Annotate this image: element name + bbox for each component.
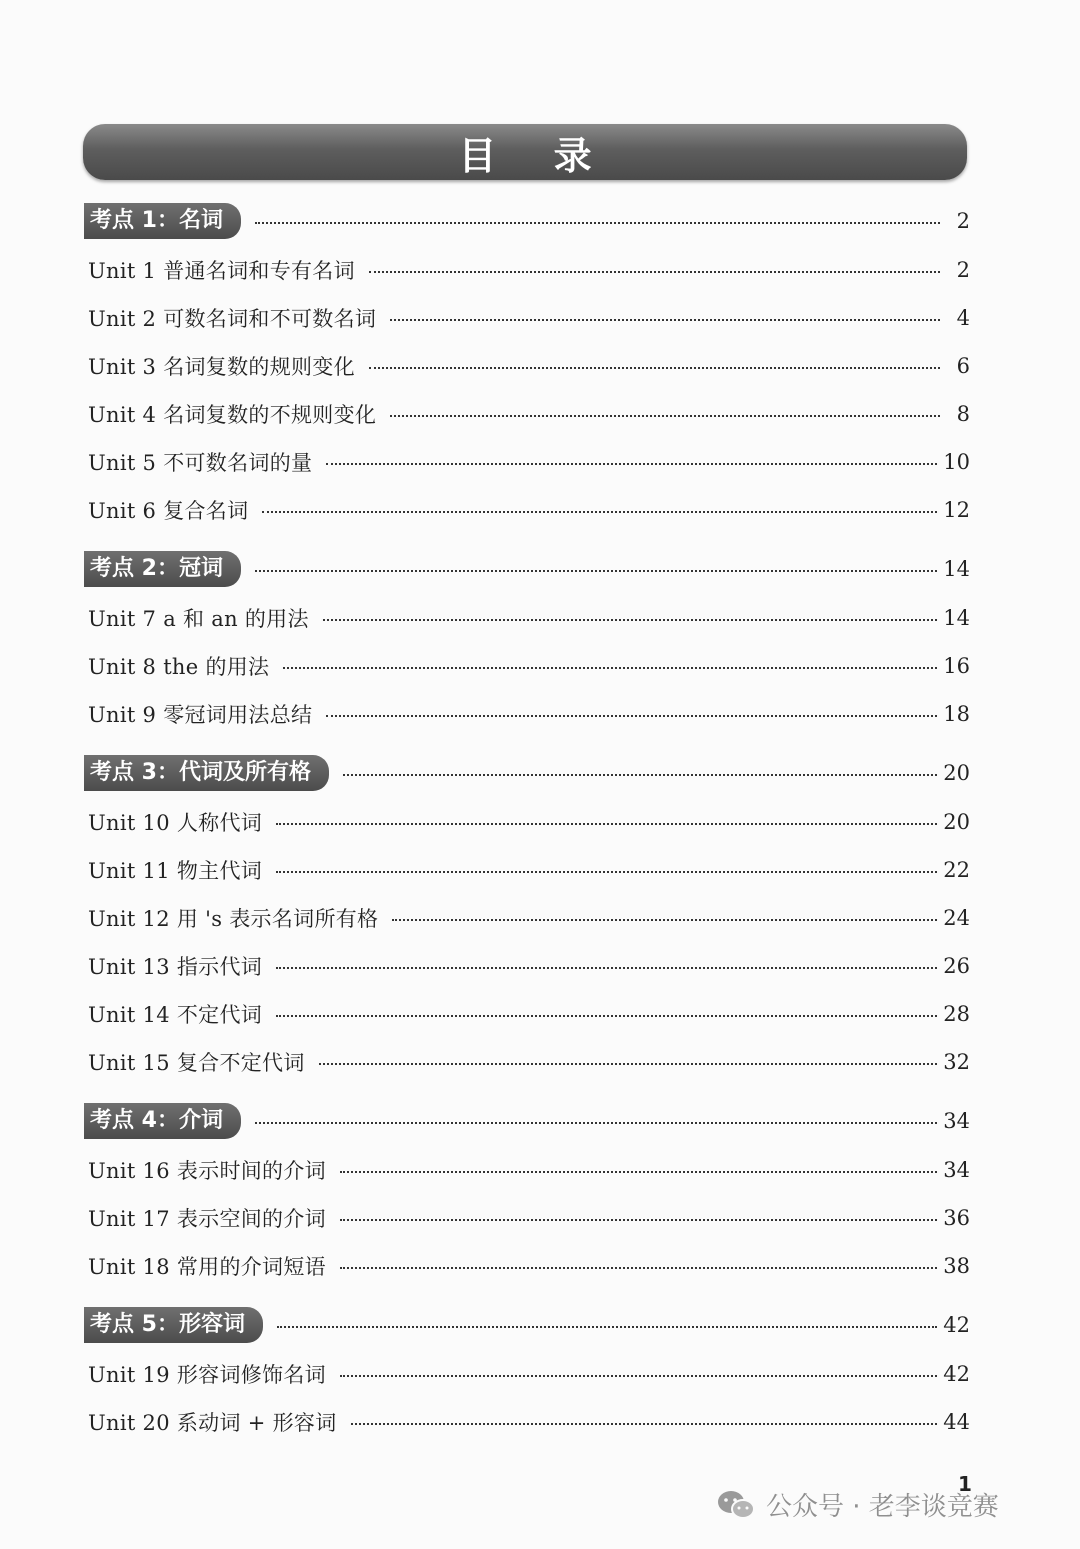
toc-unit-row[interactable] bbox=[84, 486, 970, 534]
unit-page: 10 bbox=[943, 450, 970, 474]
dot-leader bbox=[255, 222, 940, 224]
unit-page: 32 bbox=[943, 1050, 970, 1074]
toc-title: 目 录 bbox=[458, 133, 614, 178]
dot-leader bbox=[283, 667, 937, 669]
unit-label: Unit 9 零冠词用法总结 bbox=[88, 703, 313, 727]
unit-page: 22 bbox=[943, 858, 970, 882]
watermark-text: 公众号 · 老李谈竞赛 bbox=[766, 1492, 999, 1522]
unit-page: 4 bbox=[956, 306, 970, 330]
toc-unit-row[interactable] bbox=[84, 1398, 970, 1446]
unit-label: Unit 17 表示空间的介词 bbox=[88, 1207, 326, 1231]
toc-unit-row[interactable] bbox=[84, 390, 970, 438]
toc-section-row[interactable] bbox=[84, 748, 970, 798]
unit-label: Unit 2 可数名词和不可数名词 bbox=[88, 307, 377, 331]
dot-leader bbox=[390, 319, 940, 321]
unit-page: 34 bbox=[943, 1158, 970, 1182]
dot-leader bbox=[369, 271, 940, 273]
toc-section-row[interactable] bbox=[84, 544, 970, 594]
unit-page: 20 bbox=[943, 810, 970, 834]
dot-leader bbox=[369, 367, 940, 369]
toc-unit-row[interactable] bbox=[84, 1038, 970, 1086]
dot-leader bbox=[390, 415, 940, 417]
dot-leader bbox=[340, 1267, 937, 1269]
toc-unit-row[interactable] bbox=[84, 642, 970, 690]
dot-leader bbox=[276, 967, 937, 969]
section-page: 14 bbox=[943, 557, 970, 581]
unit-label: Unit 8 the 的用法 bbox=[88, 655, 270, 679]
section-page: 42 bbox=[943, 1313, 970, 1337]
unit-page: 2 bbox=[956, 258, 970, 282]
toc-unit-row[interactable] bbox=[84, 1350, 970, 1398]
dot-leader bbox=[326, 715, 937, 717]
wechat-icon bbox=[716, 1489, 756, 1521]
toc-unit-row[interactable] bbox=[84, 1194, 970, 1242]
unit-page: 26 bbox=[943, 954, 970, 978]
dot-leader bbox=[255, 570, 937, 572]
section-label: 考点 3：代词及所有格 bbox=[84, 755, 329, 791]
unit-label: Unit 19 形容词修饰名词 bbox=[88, 1363, 326, 1387]
toc-unit-row[interactable] bbox=[84, 246, 970, 294]
dot-leader bbox=[276, 871, 937, 873]
unit-page: 42 bbox=[943, 1362, 970, 1386]
toc-unit-row[interactable] bbox=[84, 342, 970, 390]
dot-leader bbox=[262, 511, 937, 513]
unit-page: 36 bbox=[943, 1206, 970, 1230]
dot-leader bbox=[323, 619, 937, 621]
unit-page: 24 bbox=[943, 906, 970, 930]
unit-page: 28 bbox=[943, 1002, 970, 1026]
toc-title-bar bbox=[83, 124, 967, 180]
toc-unit-row[interactable] bbox=[84, 594, 970, 642]
toc-unit-row[interactable] bbox=[84, 1146, 970, 1194]
toc-section-row[interactable] bbox=[84, 1300, 970, 1350]
unit-page: 6 bbox=[956, 354, 970, 378]
unit-label: Unit 11 物主代词 bbox=[88, 859, 263, 883]
dot-leader bbox=[392, 919, 937, 921]
unit-label: Unit 15 复合不定代词 bbox=[88, 1051, 305, 1075]
table-of-contents bbox=[84, 196, 970, 1446]
toc-unit-row[interactable] bbox=[84, 990, 970, 1038]
page-number: 1 bbox=[958, 1472, 972, 1496]
unit-label: Unit 5 不可数名词的量 bbox=[88, 451, 313, 475]
unit-label: Unit 7 a 和 an 的用法 bbox=[88, 607, 309, 631]
unit-page: 38 bbox=[943, 1254, 970, 1278]
unit-label: Unit 16 表示时间的介词 bbox=[88, 1159, 326, 1183]
toc-unit-row[interactable] bbox=[84, 798, 970, 846]
dot-leader bbox=[319, 1063, 938, 1065]
toc-unit-row[interactable] bbox=[84, 894, 970, 942]
unit-label: Unit 1 普通名词和专有名词 bbox=[88, 259, 355, 283]
section-page: 34 bbox=[943, 1109, 970, 1133]
dot-leader bbox=[276, 1015, 937, 1017]
toc-unit-row[interactable] bbox=[84, 942, 970, 990]
unit-label: Unit 6 复合名词 bbox=[88, 499, 249, 523]
dot-leader bbox=[276, 823, 937, 825]
dot-leader bbox=[351, 1423, 938, 1425]
unit-label: Unit 20 系动词 + 形容词 bbox=[88, 1411, 337, 1435]
unit-page: 12 bbox=[943, 498, 970, 522]
dot-leader bbox=[340, 1375, 937, 1377]
section-label: 考点 4：介词 bbox=[84, 1103, 241, 1139]
toc-unit-row[interactable] bbox=[84, 1242, 970, 1290]
unit-label: Unit 13 指示代词 bbox=[88, 955, 263, 979]
dot-leader bbox=[277, 1326, 937, 1328]
section-page: 20 bbox=[943, 761, 970, 785]
unit-label: Unit 10 人称代词 bbox=[88, 811, 263, 835]
section-label: 考点 1：名词 bbox=[84, 203, 241, 239]
unit-page: 16 bbox=[943, 654, 970, 678]
unit-label: Unit 12 用 's 表示名词所有格 bbox=[88, 907, 379, 931]
section-page: 2 bbox=[956, 209, 970, 233]
dot-leader bbox=[340, 1171, 937, 1173]
unit-label: Unit 14 不定代词 bbox=[88, 1003, 263, 1027]
toc-unit-row[interactable] bbox=[84, 690, 970, 738]
watermark bbox=[716, 1486, 999, 1523]
dot-leader bbox=[340, 1219, 937, 1221]
unit-label: Unit 3 名词复数的规则变化 bbox=[88, 355, 355, 379]
toc-unit-row[interactable] bbox=[84, 294, 970, 342]
dot-leader bbox=[255, 1122, 937, 1124]
unit-page: 14 bbox=[943, 606, 970, 630]
toc-unit-row[interactable] bbox=[84, 438, 970, 486]
section-label: 考点 5：形容词 bbox=[84, 1307, 263, 1343]
toc-unit-row[interactable] bbox=[84, 846, 970, 894]
unit-page: 8 bbox=[956, 402, 970, 426]
toc-section-row[interactable] bbox=[84, 1096, 970, 1146]
dot-leader bbox=[343, 774, 937, 776]
section-label: 考点 2：冠词 bbox=[84, 551, 241, 587]
dot-leader bbox=[326, 463, 937, 465]
unit-page: 44 bbox=[943, 1410, 970, 1434]
toc-section-row[interactable] bbox=[84, 196, 970, 246]
unit-label: Unit 4 名词复数的不规则变化 bbox=[88, 403, 377, 427]
unit-label: Unit 18 常用的介词短语 bbox=[88, 1255, 326, 1279]
unit-page: 18 bbox=[943, 702, 970, 726]
